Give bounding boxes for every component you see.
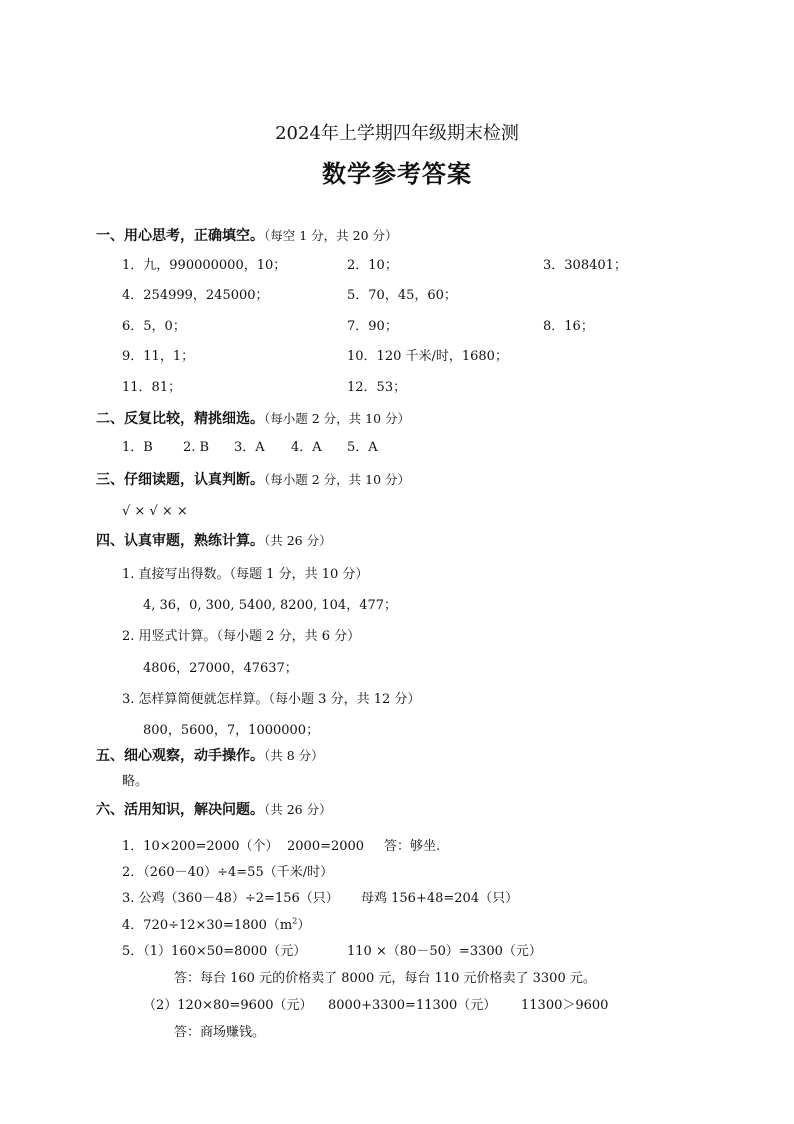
s1-item-1: 1．九，990000000，10； [122, 258, 287, 273]
section-3-note: （每小题 2 分，共 10 分） [264, 472, 411, 487]
s6-line-4 [122, 918, 310, 934]
s6-line-6b: 8000+3300=11300（元） [328, 998, 497, 1013]
s1-item-6: 6．5，0； [122, 319, 186, 334]
s4-answer-1: 4, 36，0, 300, 5400, 8200, 104，477； [143, 598, 398, 613]
section-4-note: （共 26 分） [264, 533, 332, 548]
s1-item-12: 12．53； [347, 380, 407, 395]
s1-item-10: 10．120 千米/时，1680； [347, 349, 508, 364]
s2-answer-3: 3．A [234, 440, 265, 455]
section-4-heading [96, 533, 332, 550]
s4-answer-3: 800，5600，7，1000000； [143, 723, 320, 738]
s6-line-5b: 110 ×（80－50）=3300（元） [347, 944, 542, 959]
section-2-note: （每小题 2 分，共 10 分） [264, 411, 411, 426]
section-6-heading [96, 802, 332, 819]
document-subtitle: 数学参考答案 [322, 159, 472, 188]
s1-item-3: 3．308401； [543, 258, 627, 273]
s6-line-4-close: ） [297, 918, 311, 933]
section-5-heading [96, 748, 324, 765]
s1-item-4: 4．254999，245000； [122, 288, 269, 303]
s6-line-5a: 5．（1）160×50=8000（元） [122, 944, 307, 959]
section-5-title: 五、细心观察，动手操作。 [96, 748, 264, 764]
s2-answer-5: 5．A [347, 440, 378, 455]
s3-answer: √ × √ × × [122, 504, 188, 519]
s6-line-5-answer: 答：每台 160 元的价格卖了 8000 元，每台 110 元价格卖了 3300 元。 [174, 971, 596, 986]
s1-item-11: 11．81； [122, 380, 182, 395]
section-6-title: 六、活用知识，解决问题。 [96, 802, 264, 818]
s1-item-7: 7．90； [347, 319, 398, 334]
section-2-heading [96, 411, 410, 428]
s6-line-1a: 1．10×200=2000（个） [122, 839, 279, 854]
s1-item-8: 8．16； [543, 319, 594, 334]
s6-line-4-text: 4．720÷12×30=1800（m [122, 918, 293, 933]
s6-line-6-answer: 答：商场赚钱。 [174, 1025, 266, 1040]
s2-answer-1: 1．B [122, 440, 153, 455]
document-title: 2024年上学期四年级期末检测 [275, 123, 519, 144]
section-6-note: （共 26 分） [264, 802, 332, 817]
s4-answer-2: 4806，27000，47637； [143, 661, 298, 676]
section-4-title: 四、认真审题，熟练计算。 [96, 533, 264, 549]
s6-line-3b: 母鸡 156+48=204（只） [361, 891, 519, 906]
section-2-title: 二、反复比较，精挑细选。 [96, 411, 264, 427]
s5-answer: 略。 [122, 774, 149, 789]
s2-answer-2: 2. B [183, 440, 210, 455]
s6-line-1c: 答：够坐. [384, 839, 441, 854]
s6-line-1b: 2000=2000 [287, 839, 365, 854]
s6-line-2: 2．（260－40）÷4=55（千米/时） [122, 865, 334, 880]
s4-part-3: 3. 怎样算简便就怎样算。（每小题 3 分，共 12 分） [122, 692, 421, 707]
section-5-note: （共 8 分） [264, 748, 324, 763]
s6-line-3a: 3. 公鸡（360－48）÷2=156（只） [122, 891, 339, 906]
section-1-heading [96, 228, 398, 245]
s6-line-4-exponent: 2 [292, 916, 298, 926]
s1-item-2: 2．10； [347, 258, 398, 273]
s4-part-1: 1. 直接写出得数。（每题 1 分，共 10 分） [122, 567, 369, 582]
section-3-title: 三、仔细读题，认真判断。 [96, 472, 264, 488]
section-1-note: （每空 1 分，共 20 分） [264, 228, 398, 243]
section-3-heading [96, 472, 410, 489]
s1-item-5: 5．70，45，60； [347, 288, 457, 303]
s6-line-6c: 11300＞9600 [521, 998, 609, 1013]
s1-item-9: 9．11，1； [122, 349, 195, 364]
section-1-title: 一、用心思考，正确填空。 [96, 228, 264, 244]
s4-part-2: 2. 用竖式计算。（每小题 2 分，共 6 分） [122, 629, 361, 644]
s6-line-6a: （2）120×80=9600（元） [143, 998, 313, 1013]
s2-answer-4: 4．A [291, 440, 322, 455]
